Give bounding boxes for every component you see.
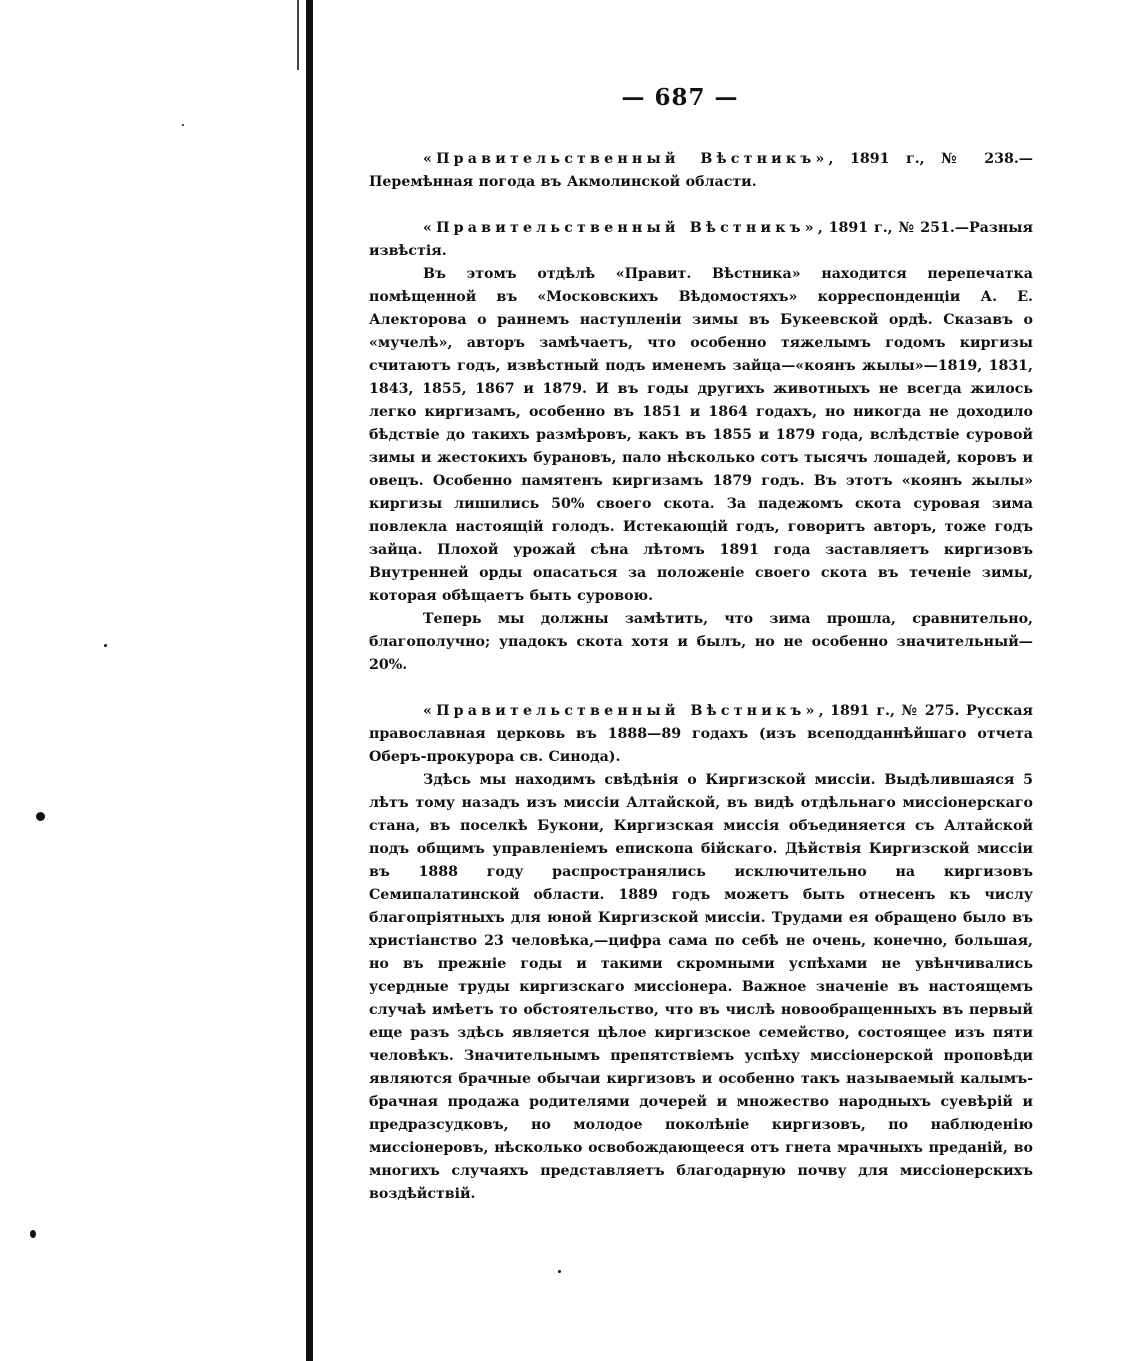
bibliography-entry: [369, 700, 1033, 1206]
binding-line: [306, 0, 313, 1361]
page-number: — 687 —: [621, 84, 739, 111]
scan-speck: [30, 1230, 36, 1238]
document-body: [369, 148, 1033, 1229]
scan-speck: [182, 124, 184, 126]
entry-heading: [369, 148, 1033, 194]
entry-heading: [369, 700, 1033, 769]
scan-speck: [104, 644, 107, 647]
scan-speck: [558, 1270, 561, 1273]
entry-heading: [369, 217, 1033, 263]
entry-paragraph: Теперь мы должны замѣтить, что зима прошла, сравнительно, благополучно; упадокъ скота хотя и былъ, но не особенно значительный—20%.: [369, 611, 1033, 673]
bibliography-entry: [369, 217, 1033, 677]
entry-paragraph: Въ этомъ отдѣлѣ «Правит. Вѣстника» находится перепечатка помѣщенной въ «Московскихъ Вѣдомостяхъ» корреспонденціи А. Е. Алекторова о раннемъ наступленіи зимы въ Букеевской ордѣ. Сказавъ о «мучелѣ», авторъ замѣчаетъ, что особенно тяжелымъ годомъ киргизы считаютъ годъ, извѣстный подъ именемъ зайца—«коянъ жылы»—1819, 1831, 1843, 1855, 1867 и 1879. И въ годы другихъ животныхъ не всегда жилось легко киргизамъ, особенно въ 1851 и 1864 годахъ, но никогда не доходило бѣдствіе до такихъ размѣровъ, какъ въ 1855 и 1879 года, вслѣдствіе суровой зимы и жестокихъ бурановъ, пало нѣсколько сотъ тысячъ лошадей, коровъ и овецъ. Особенно памятенъ киргизамъ 1879 годъ. Въ этотъ «коянъ жылы» киргизы лишились 50% своего скота. За падежомъ скота суровая зима повлекла настоящій голодъ. Истекающій годъ, говоритъ авторъ, тоже годъ зайца. Плохой урожай сѣна лѣтомъ 1891 года заставляетъ киргизовъ Внутренней орды опасаться за положеніе своего скота въ теченіе зимы, которая обѣщаетъ быть суровою.: [369, 266, 1033, 604]
entry-citation: , 1891 г., № 275. Русская православная церковь въ 1888—89 годахъ (изъ всеподданнѣйшаго отчета Оберъ-прокурора св. Синода).: [369, 703, 1033, 765]
bibliography-entry: [369, 148, 1033, 194]
entry-source: «Правительственный Вѣстникъ»: [423, 703, 819, 719]
entry-source: «Правительственный Вѣстникъ»: [423, 151, 829, 167]
entry-citation: , 1891 г., № 238.—Перемѣнная погода въ Акмолинской области.: [369, 151, 1033, 190]
entry-source: «Правительственный Вѣстникъ»: [423, 220, 818, 236]
binding-line-thin: [297, 0, 299, 70]
scan-speck: [36, 812, 45, 821]
entry-paragraph: Здѣсь мы находимъ свѣдѣнія о Киргизской миссіи. Выдѣлившаяся 5 лѣтъ тому назадъ изъ миссіи Алтайской, въ видѣ отдѣльнаго миссіонерскаго стана, въ поселкѣ Букони, Киргизская миссія объединяется съ Алтайской подъ общимъ управленіемъ епископа бійскаго. Дѣйствія Киргизской миссіи въ 1888 году распространялись исключительно на киргизовъ Семипалатинской области. 1889 годъ можетъ быть отнесенъ къ числу благопріятныхъ для юной Киргизской миссіи. Трудами ея обращено было въ христіанство 23 человѣка,—цифра сама по себѣ не очень, конечно, большая, но въ прежніе годы и такими скромными успѣхами не увѣнчивались усердные труды киргизскаго миссіонера. Важное значеніе въ настоящемъ случаѣ имѣетъ то обстоятельство, что въ числѣ новообращенныхъ въ первый еще разъ здѣсь является цѣлое киргизское семейство, состоящее изъ пяти человѣкъ. Значительнымъ препятствіемъ успѣху миссіонерской проповѣди являются брачные обычаи киргизовъ и особенно такъ называемый калымъ-брачная продажа родителями дочерей и множество народныхъ суевѣрій и предразсудковъ, но молодое поколѣніе киргизовъ, по наблюденію миссіонеровъ, нѣсколько освобождающееся отъ гнета мрачныхъ преданій, во многихъ случаяхъ представляетъ благодарную почву для миссіонерскихъ воздѣйствій.: [369, 772, 1033, 1202]
entry-citation: , 1891 г., № 251.—Разныя извѣстія.: [369, 220, 1033, 259]
